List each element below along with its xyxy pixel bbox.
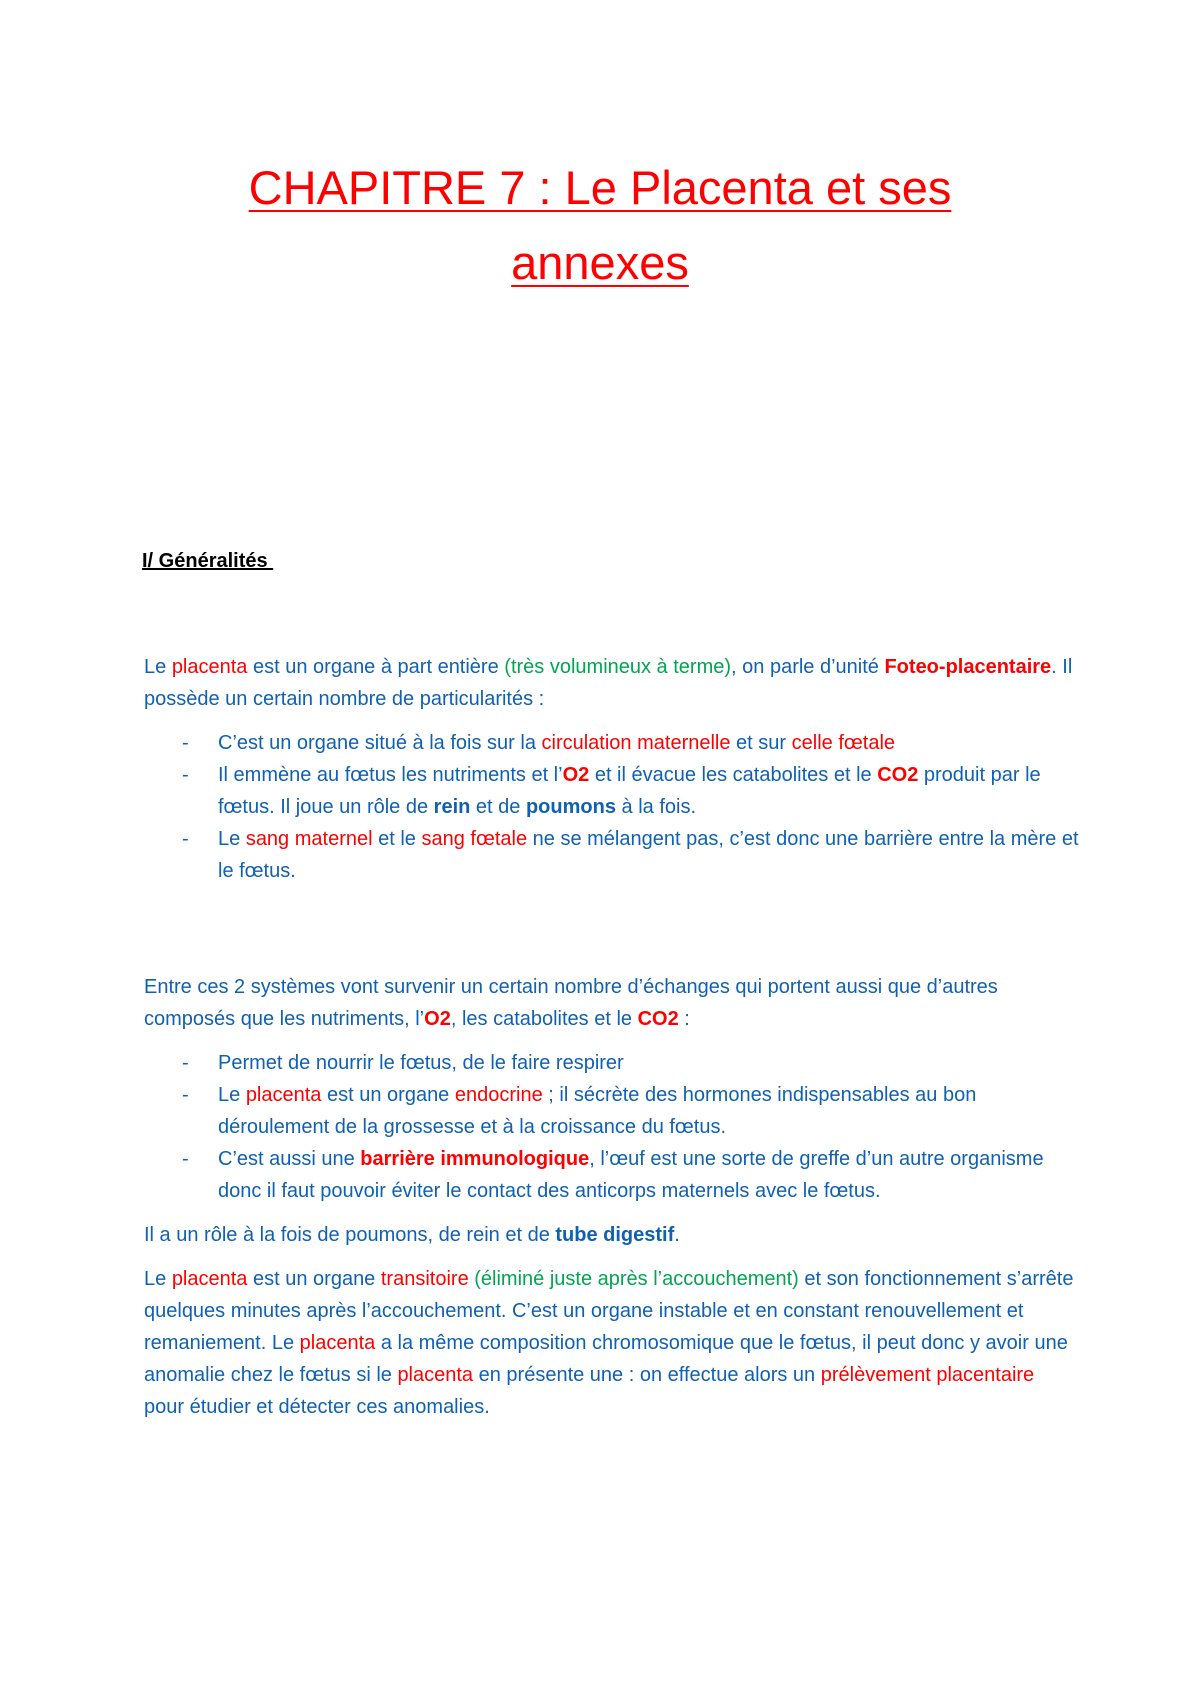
keyword-foteo-placentaire: Foteo-placentaire: [884, 656, 1052, 678]
list-item: [182, 823, 1079, 887]
keyword-o2: O2: [424, 1008, 451, 1030]
text-run: pour étudier et détecter ces anomalies.: [144, 1396, 490, 1418]
text-run: .: [674, 1224, 680, 1246]
keyword-celle-foetale: celle fœtale: [791, 732, 896, 754]
text-run: :: [678, 1008, 690, 1030]
list-item: [182, 1143, 1079, 1207]
text-run: Le: [218, 828, 246, 850]
keyword-transitoire: transitoire: [380, 1268, 469, 1290]
list-dash: -: [182, 1052, 189, 1074]
list-dash: -: [182, 1084, 189, 1106]
text-run: et de: [470, 796, 526, 818]
text-run: C’est aussi une: [218, 1148, 361, 1170]
keyword-placenta: placenta: [171, 656, 248, 678]
paragraph-exchanges: [144, 971, 1079, 1035]
keyword-sang-maternel: sang maternel: [245, 828, 373, 850]
text-run: Le: [144, 656, 172, 678]
paragraph-intro: [144, 651, 1079, 715]
paragraph-roles: [144, 1219, 1079, 1251]
text-run: Entre ces 2 systèmes vont survenir un certain nombre d’échanges qui portent aussi que d’autres composés que les nutriments, l’: [144, 976, 998, 1030]
keyword-circulation-maternelle: circulation maternelle: [541, 732, 731, 754]
keyword-placenta: placenta: [397, 1364, 474, 1386]
list-dash: -: [182, 732, 189, 754]
text-run: est un organe: [321, 1084, 455, 1106]
keyword-placenta: placenta: [171, 1268, 248, 1290]
text-run: ne se mélangent pas, c’est donc une barrière entre la mère et le fœtus.: [218, 828, 1079, 882]
functions-list: [144, 1047, 1079, 1207]
text-run: et sur: [730, 732, 792, 754]
text-run: , on parle d’unité: [731, 656, 885, 678]
keyword-placenta: placenta: [299, 1332, 376, 1354]
keyword-co2: CO2: [877, 764, 919, 786]
chapter-title: [0, 150, 1200, 300]
spacer: [144, 1207, 1079, 1219]
text-run: Le: [218, 1084, 246, 1106]
spacer: [144, 887, 1079, 971]
chapter-title-line-2: annexes: [511, 236, 689, 289]
text-run: , les catabolites et le: [450, 1008, 638, 1030]
text-run: en présente une : on effectue alors un: [473, 1364, 821, 1386]
paragraph-transitoire: [144, 1263, 1079, 1423]
note-green: (très volumineux à terme): [504, 656, 732, 678]
text-run: Le: [144, 1268, 172, 1290]
text-run: est un organe à part entière: [247, 656, 505, 678]
chapter-title-line-1: CHAPITRE 7 : Le Placenta et ses: [248, 161, 952, 214]
text-run: Permet de nourrir le fœtus, de le faire respirer: [218, 1052, 624, 1074]
list-dash: -: [182, 828, 189, 850]
text-run: à la fois.: [615, 796, 697, 818]
keyword-poumons: poumons: [525, 796, 616, 818]
text-run: ; il sécrète des hormones indispensables au bon déroulement de la grossesse et à la croissance du fœtus.: [218, 1084, 977, 1138]
text-run: , l’œuf est une sorte de greffe d’un autre organisme donc il faut pouvoir éviter le contact des anticorps maternels avec le fœtus.: [218, 1148, 1044, 1202]
keyword-sang-foetale: sang fœtale: [421, 828, 528, 850]
text-run: et son fonctionnement s’arrête quelques minutes après l’accouchement. C’est un organe instable et en constant renouvellement et remaniement. Le: [144, 1268, 1074, 1354]
list-item: [182, 727, 1079, 759]
keyword-placenta: placenta: [245, 1084, 322, 1106]
spacer: [144, 1251, 1079, 1263]
text-run: Il emmène au fœtus les nutriments et l’: [218, 764, 563, 786]
list-item: [182, 1079, 1079, 1143]
keyword-rein: rein: [433, 796, 471, 818]
section-heading-generalites: I/ Généralités: [142, 550, 274, 572]
list-dash: -: [182, 764, 189, 786]
particularities-list: [144, 727, 1079, 887]
keyword-tube-digestif: tube digestif: [555, 1224, 675, 1246]
keyword-endocrine: endocrine: [454, 1084, 543, 1106]
text-run: C’est un organe situé à la fois sur la: [218, 732, 542, 754]
list-dash: -: [182, 1148, 189, 1170]
list-item: [182, 759, 1079, 823]
note-green: (éliminé juste après l’accouchement): [474, 1268, 799, 1290]
keyword-prelevement-placentaire: prélèvement placentaire: [820, 1364, 1035, 1386]
text-run: est un organe: [247, 1268, 381, 1290]
keyword-co2: CO2: [637, 1008, 679, 1030]
list-item: [182, 1047, 1079, 1079]
text-run: et le: [372, 828, 422, 850]
section-body: [144, 651, 1079, 1423]
keyword-o2: O2: [562, 764, 590, 786]
text-run: Il a un rôle à la fois de poumons, de rein et de: [144, 1224, 556, 1246]
text-run: produit par le fœtus. Il joue un rôle de: [218, 764, 1041, 818]
text-run: . Il possède un certain nombre de particularités :: [144, 656, 1073, 710]
text-run: et il évacue les catabolites et le: [589, 764, 878, 786]
keyword-barriere-immunologique: barrière immunologique: [360, 1148, 590, 1170]
text-run: a la même composition chromosomique que le fœtus, il peut donc y avoir une anomalie chez le fœtus si le: [144, 1332, 1068, 1386]
